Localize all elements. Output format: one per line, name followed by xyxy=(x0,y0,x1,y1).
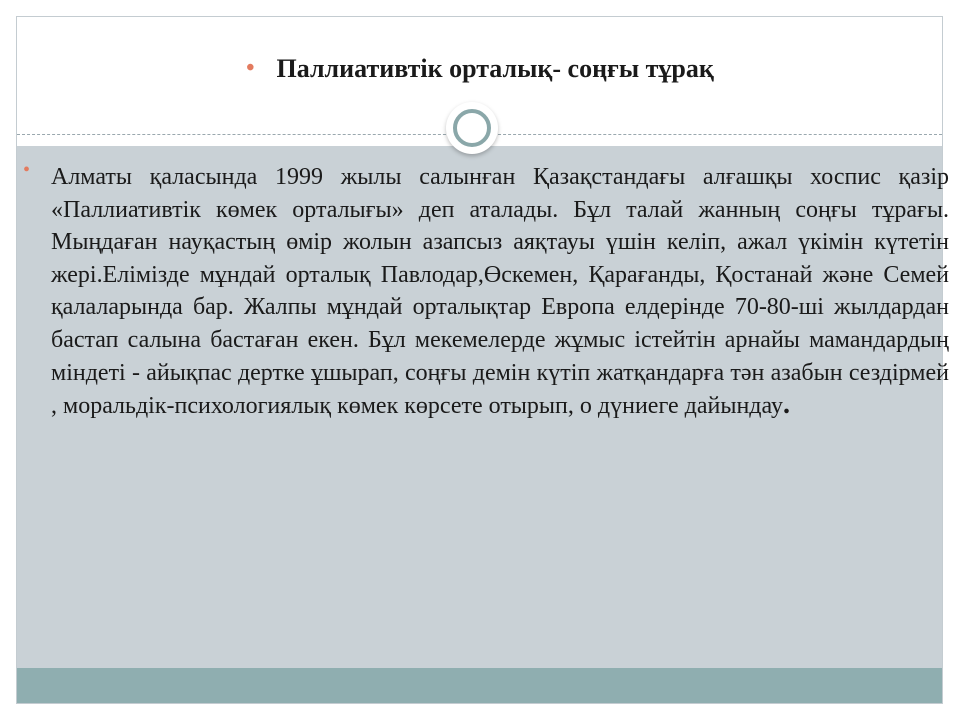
footer-band xyxy=(17,668,942,703)
body-text: Алматы қаласында 1999 жылы салынған Қазақстандағы алғашқы хоспис қазір «Паллиативтік көмек орталығы» деп аталады. Бұл талай жанның соңғы тұрағы. Мыңдаған науқастың өмір жолын азапсыз аяқтауы үшін келіп, ажал үкімін күтетін жері.Елімізде мұндай орталық Павлодар,Өскемен, Қарағанды, Қостанай және Семей қалаларында бар. Жалпы мұндай орталықтар Европа елдерінде 70-80-ші жылдардан бастап салына бастаған екен. Бұл мекемелерде жұмыс істейтін арнайы мамандардың міндеті - айықпас дертке ұшырап, соңғы демін күтіп жатқандарға тән азабын сездірмей , моральдік-психологиялық көмек көрсете отырып, о дүниеге дайындау xyxy=(51,164,949,420)
circle-ornament-inner xyxy=(453,109,491,147)
body-paragraph xyxy=(51,161,949,423)
final-period: . xyxy=(782,389,790,421)
circle-ornament-icon xyxy=(446,102,498,154)
body-bullet: • xyxy=(23,159,31,181)
title-bullet: • xyxy=(246,55,255,81)
slide-title-row xyxy=(0,50,960,87)
slide-title: Паллиативтік орталық- соңғы тұрақ xyxy=(276,54,714,83)
